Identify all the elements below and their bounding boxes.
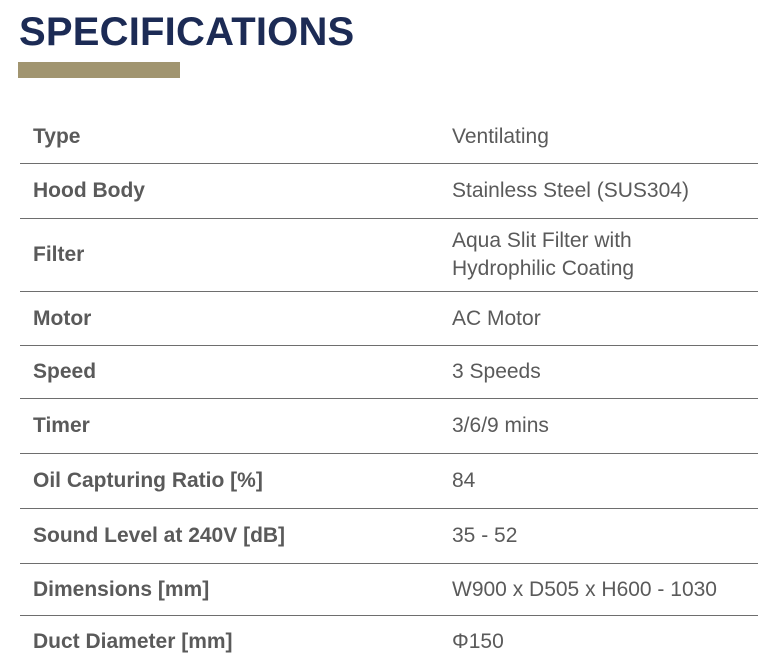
spec-label: Duct Diameter [mm] xyxy=(33,630,233,653)
spec-label: Filter xyxy=(33,243,85,266)
page-title: SPECIFICATIONS xyxy=(19,10,355,54)
spec-row-timer xyxy=(20,399,758,454)
spec-label: Oil Capturing Ratio [%] xyxy=(33,469,263,492)
spec-row-sound-level xyxy=(20,509,758,564)
spec-value: W900 x D505 x H600 - 1030 xyxy=(452,577,717,601)
spec-label: Dimensions [mm] xyxy=(33,577,210,601)
title-accent-bar xyxy=(18,62,180,78)
spec-label: Timer xyxy=(33,414,90,437)
spec-value: Ventilating xyxy=(452,125,549,148)
spec-row-dimensions xyxy=(20,564,758,616)
spec-value: Stainless Steel (SUS304) xyxy=(452,179,689,202)
spec-label: Motor xyxy=(33,306,92,330)
spec-row-type xyxy=(20,111,758,164)
spec-row-hood-body xyxy=(20,164,758,219)
spec-row-filter xyxy=(20,219,758,292)
spec-value: AC Motor xyxy=(452,306,541,330)
spec-row-oil-capturing-ratio xyxy=(20,454,758,509)
spec-value: 35 - 52 xyxy=(452,524,518,547)
spec-value: Φ150 xyxy=(452,630,504,653)
spec-label: Speed xyxy=(33,360,97,383)
spec-label: Type xyxy=(33,125,81,148)
spec-row-speed xyxy=(20,346,758,399)
specifications-table xyxy=(20,111,758,668)
spec-label: Sound Level at 240V [dB] xyxy=(33,524,286,547)
spec-value: 84 xyxy=(452,469,476,492)
spec-row-duct-diameter xyxy=(20,616,758,668)
spec-value: 3 Speeds xyxy=(452,360,541,383)
spec-value: Aqua Slit Filter with Hydrophilic Coating xyxy=(452,229,635,280)
spec-label: Hood Body xyxy=(33,179,145,202)
spec-row-motor xyxy=(20,292,758,346)
spec-value: 3/6/9 mins xyxy=(452,414,549,437)
